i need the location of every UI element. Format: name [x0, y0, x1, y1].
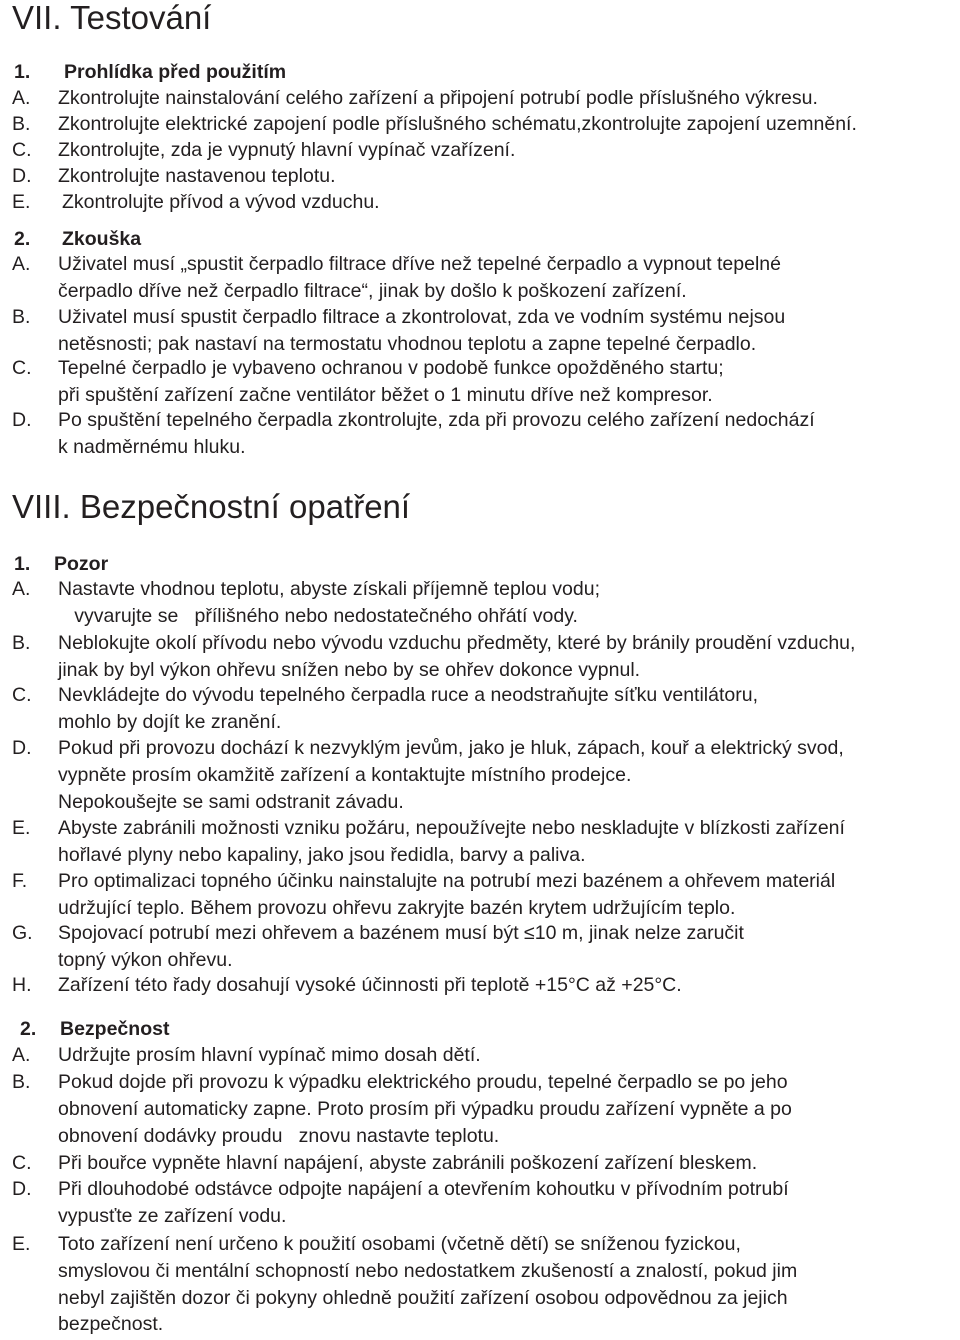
item-text: Zkontrolujte přívod a vývod vzduchu.	[62, 191, 380, 213]
item-text-line: udržující teplo. Během provozu ohřevu zakryjte bazén krytem udržujícím teplo.	[58, 896, 736, 919]
list-item	[12, 972, 682, 999]
item-text: Zkontrolujte elektrické zapojení podle příslušného schématu,zkontrolujte zapojení uzemnění.	[58, 113, 857, 135]
item-text-line: netěsnosti; pak nastaví na termostatu vhodnou teplotu a zapne tepelné čerpadlo.	[58, 332, 757, 355]
list-item	[12, 163, 336, 190]
item-text-line: Abyste zabránili možnosti vzniku požáru, nepoužívejte nebo neskladujte v blízkosti zařízení	[58, 817, 845, 839]
item-text-line: Toto zařízení není určeno k použití osobami (včetně dětí) se sníženou fyzickou,	[58, 1233, 741, 1255]
item-text-line: obnovení automaticky zapne. Proto prosím při výpadku proudu zařízení vypněte a po	[58, 1097, 792, 1120]
item-letter: G.	[12, 922, 33, 944]
subsection-heading-prohlidka	[14, 60, 286, 84]
item-text-line: Neblokujte okolí přívodu nebo vývodu vzduchu předměty, které by bránily proudění vzduchu,	[58, 632, 856, 654]
item-letter: E.	[12, 191, 31, 213]
list-item	[12, 682, 759, 736]
item-letter: D.	[12, 737, 32, 759]
list-item	[12, 355, 724, 409]
item-letter: H.	[12, 974, 32, 996]
list-item	[12, 137, 516, 164]
item-text-line: Nepokoušejte se sami odstranit závadu.	[58, 790, 404, 813]
item-letter: E.	[12, 1233, 31, 1255]
item-letter: D.	[12, 165, 32, 187]
subsection-heading-pozor	[14, 552, 108, 576]
list-item	[12, 1069, 792, 1149]
item-letter: F.	[12, 870, 28, 892]
item-text-line: Při bouřce vypněte hlavní napájení, abyste zabránili poškození zařízení bleskem.	[58, 1152, 758, 1174]
item-text-line: Po spuštění tepelného čerpadla zkontrolujte, zda při provozu celého zařízení nedochází	[58, 409, 815, 431]
item-text-line: Spojovací potrubí mezi ohřevem a bazénem musí být ≤10 m, jinak nelze zaručit	[58, 922, 744, 944]
item-text-line: Pokud při provozu dochází k nezvyklým jevům, jako je hluk, zápach, kouř a elektrický svod,	[58, 737, 844, 759]
item-letter: A.	[12, 1044, 31, 1066]
item-text-line: při spuštění zařízení začne ventilátor běžet o 1 minutu dříve než kompresor.	[58, 383, 713, 406]
list-item	[12, 189, 380, 216]
item-text-line: topný výkon ohřevu.	[58, 948, 233, 971]
item-text-line: k nadměrnému hluku.	[58, 435, 246, 458]
item-text-line: jinak by byl výkon ohřevu snížen nebo by se ohřev dokonce vypnul.	[58, 658, 641, 681]
item-text-line: Udržujte prosím hlavní vypínač mimo dosah dětí.	[58, 1044, 481, 1066]
item-text-line: Nastavte vhodnou teplotu, abyste získali příjemně teplou vodu;	[58, 578, 600, 600]
list-item	[12, 251, 781, 305]
item-text-line: vyvarujte se přílišného nebo nedostatečného ohřátí vody.	[58, 604, 578, 627]
item-text-line: Nevkládejte do vývodu tepelného čerpadla ruce a neodstraňujte síťku ventilátoru,	[58, 684, 759, 706]
list-item	[12, 111, 857, 138]
section-title-testovani: VII. Testování	[12, 0, 212, 36]
list-item	[12, 868, 836, 922]
item-letter: B.	[12, 632, 31, 654]
item-letter: D.	[12, 1178, 32, 1200]
subsection-title: Prohlídka před použitím	[64, 61, 287, 83]
item-text-line: Tepelné čerpadlo je vybaveno ochranou v podobě funkce opožděného startu;	[58, 357, 724, 379]
item-text: Zkontrolujte, zda je vypnutý hlavní vypínač vzařízení.	[58, 139, 516, 161]
item-letter: C.	[12, 1152, 32, 1174]
item-text-line: smyslovou či mentální schopností nebo nedostatkem zkušeností a znalostí, pokud jim	[58, 1259, 798, 1282]
list-item	[12, 1150, 758, 1177]
subsection-title: Zkouška	[62, 228, 142, 250]
item-text: Zkontrolujte nastavenou teplotu.	[58, 165, 336, 187]
subsection-title: Pozor	[54, 553, 109, 575]
subsection-number: 2.	[20, 1018, 37, 1040]
item-letter: E.	[12, 817, 31, 839]
item-letter: A.	[12, 578, 31, 600]
list-item	[12, 815, 845, 869]
list-item	[12, 407, 815, 461]
item-text-line: Pro optimalizaci topného účinku nainstalujte na potrubí mezi bazénem a ohřevem materiál	[58, 870, 836, 892]
item-letter: C.	[12, 684, 32, 706]
section-title-bezpecnostni-opatreni: VIII. Bezpečnostní opatření	[12, 488, 411, 525]
item-letter: A.	[12, 253, 31, 275]
item-text-line: Zařízení této řady dosahují vysoké účinnosti při teplotě +15°C až +25°C.	[58, 974, 682, 996]
item-text-line: vypněte prosím okamžitě zařízení a kontaktujte místního prodejce.	[58, 763, 632, 786]
item-text-line: vypusťte ze zařízení vodu.	[58, 1204, 287, 1227]
list-item	[12, 304, 786, 358]
item-letter: B.	[12, 113, 31, 135]
item-text-line: mohlo by dojít ke zranění.	[58, 710, 282, 733]
item-letter: A.	[12, 87, 31, 109]
item-letter: D.	[12, 409, 32, 431]
list-item	[12, 630, 856, 684]
item-text-line: čerpadlo dříve než čerpadlo filtrace“, jinak by došlo k poškození zařízení.	[58, 279, 687, 302]
item-text-line: nebyl zajištěn dozor či pokyny ohledně použití zařízení osobou odpovědnou za jejich	[58, 1286, 788, 1309]
list-item	[12, 85, 818, 112]
item-text-line: Pokud dojde při provozu k výpadku elektrického proudu, tepelné čerpadlo se po jeho	[58, 1071, 788, 1093]
subsection-title: Bezpečnost	[60, 1018, 170, 1040]
item-text-line: Uživatel musí „spustit čerpadlo filtrace dříve než tepelné čerpadlo a vypnout tepelné	[58, 253, 781, 275]
list-item	[12, 1042, 481, 1069]
list-item	[12, 735, 844, 815]
subsection-number: 2.	[14, 228, 31, 250]
list-item	[12, 920, 744, 974]
subsection-heading-bezpecnost	[20, 1017, 169, 1041]
item-letter: B.	[12, 306, 31, 328]
item-text-line: Uživatel musí spustit čerpadlo filtrace a zkontrolovat, zda ve vodním systému nejsou	[58, 306, 786, 328]
item-letter: C.	[12, 139, 32, 161]
item-text-line: hořlavé plyny nebo kapaliny, jako jsou ředidla, barvy a paliva.	[58, 843, 586, 866]
item-letter: B.	[12, 1071, 31, 1093]
item-text-line: Při dlouhodobé odstávce odpojte napájení a otevřením kohoutku v přívodním potrubí	[58, 1178, 789, 1200]
list-item	[12, 576, 600, 630]
item-text-line: bezpečnost.	[58, 1313, 164, 1336]
item-text: Zkontrolujte nainstalování celého zařízení a připojení potrubí podle příslušného výkresu.	[58, 87, 818, 109]
subsection-heading-zkouska	[14, 227, 141, 251]
item-text-line: obnovení dodávky proudu znovu nastavte teplotu.	[58, 1124, 500, 1147]
list-item	[12, 1176, 789, 1230]
subsection-number: 1.	[14, 553, 31, 575]
list-item	[12, 1231, 798, 1338]
item-letter: C.	[12, 357, 32, 379]
subsection-number: 1.	[14, 61, 31, 83]
